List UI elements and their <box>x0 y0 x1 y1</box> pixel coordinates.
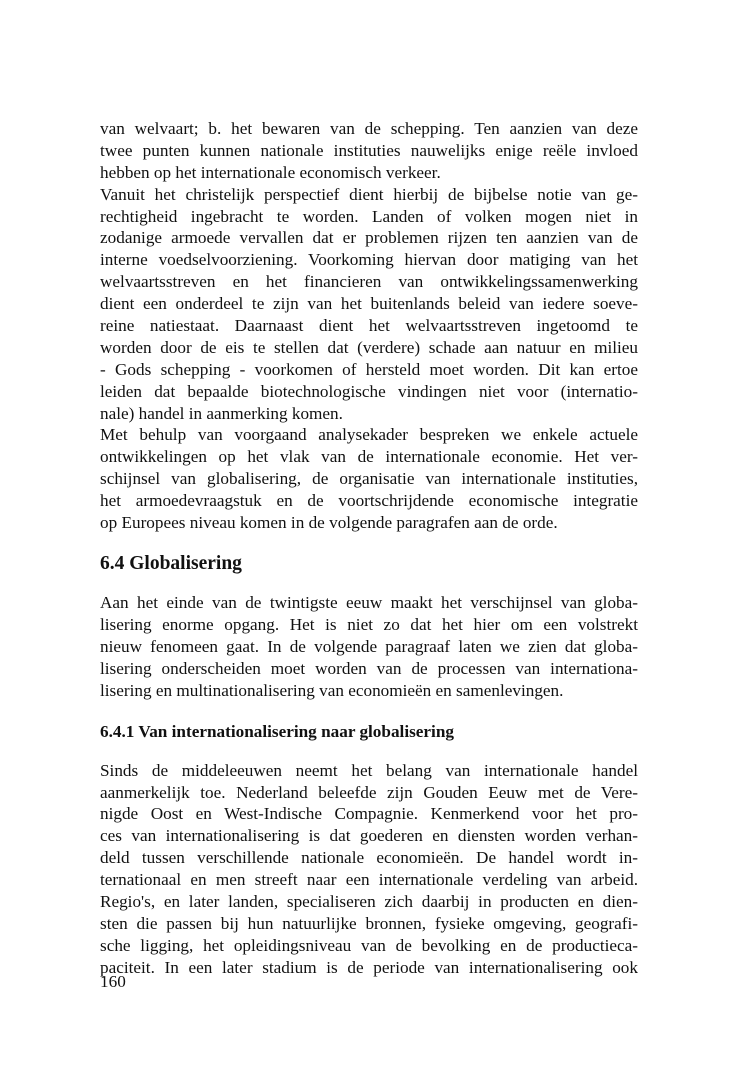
text-line: Met behulp van voorgaand analysekader bespreken we enkele actuele <box>100 425 638 445</box>
text-line: nieuw fenomeen gaat. In de volgende paragraaf laten we zien dat globa- <box>100 636 638 656</box>
text-line: worden door de eis te stellen dat (verdere) schade aan natuur en milieu <box>100 337 638 357</box>
text-line: twee punten kunnen nationale instituties nauwelijks enige reële invloed <box>100 140 638 160</box>
text-line: ontwikkelingen op het vlak van de internationale economie. Het ver- <box>100 447 638 467</box>
section-heading: 6.4 Globalisering <box>100 552 242 574</box>
text-line: dient een onderdeel te zijn van het buitenlands beleid van iedere soeve- <box>100 294 638 314</box>
text-line: lisering en multinationalisering van economieën en samenlevingen. <box>100 680 564 700</box>
text-line: - Gods schepping - voorkomen of hersteld moet worden. Dit kan ertoe <box>100 359 638 379</box>
text-line: hebben op het internationale economisch verkeer. <box>100 162 441 182</box>
page-number: 160 <box>100 972 126 991</box>
text-line: het armoedevraagstuk en de voortschrijdende economische integratie <box>100 491 638 511</box>
text-line: sche ligging, het opleidingsniveau van de bevolking en de productieca- <box>100 935 638 955</box>
subsection-heading: 6.4.1 Van internationalisering naar globalisering <box>100 721 454 741</box>
text-line: deld tussen verschillende nationale economieën. De handel wordt in- <box>100 848 638 868</box>
paragraph <box>100 760 638 979</box>
text-line: paciteit. In een later stadium is de periode van internationalisering ook <box>100 957 638 977</box>
text-line: Sinds de middeleeuwen neemt het belang van internationale handel <box>100 760 638 780</box>
paragraph <box>100 118 638 184</box>
text-line: lisering onderscheiden moet worden van de processen van internationa- <box>100 658 638 678</box>
text-line: van welvaart; b. het bewaren van de schepping. Ten aanzien van deze <box>100 119 638 138</box>
text-line: Aan het einde van de twintigste eeuw maakt het verschijnsel van globa- <box>100 593 638 613</box>
text-line: Vanuit het christelijk perspectief dient hierbij de bijbelse notie van ge- <box>100 184 638 204</box>
text-line: nale) handel in aanmerking komen. <box>100 403 343 423</box>
text-line: ternationaal en men streeft naar een internationale verdeling van arbeid. <box>100 870 638 890</box>
page-body <box>100 118 638 979</box>
text-line: interne voedselvoorziening. Voorkoming hiervan door matiging van het <box>100 250 638 270</box>
text-line: schijnsel van globalisering, de organisatie van internationale instituties, <box>100 469 638 489</box>
text-line: rechtigheid ingebracht te worden. Landen of volken mogen niet in <box>100 206 638 226</box>
text-line: op Europees niveau komen in de volgende paragrafen aan de orde. <box>100 513 558 533</box>
text-line: sten die passen bij hun natuurlijke bronnen, fysieke omgeving, geografi- <box>100 913 638 933</box>
text-line: lisering enorme opgang. Het is niet zo dat het hier om een volstrekt <box>100 614 638 634</box>
text-line: Regio's, en later landen, specialiseren zich daarbij in producten en dien- <box>100 891 638 911</box>
text-line: welvaartsstreven en het financieren van ontwikkelingssamenwerking <box>100 272 638 292</box>
text-line: ces van internationalisering is dat goederen en diensten worden verhan- <box>100 826 638 846</box>
text-line: zodanige armoede vervallen dat er problemen rijzen ten aanzien van de <box>100 228 638 248</box>
paragraph <box>100 424 638 533</box>
paragraph <box>100 592 638 701</box>
text-line: reine natiestaat. Daarnaast dient het welvaartsstreven ingetoomd te <box>100 316 638 336</box>
text-line: aanmerkelijk toe. Nederland beleefde zijn Gouden Eeuw met de Vere- <box>100 782 638 802</box>
text-line: nigde Oost en West-Indische Compagnie. Kenmerkend voor het pro- <box>100 804 638 824</box>
text-line: leiden dat bepaalde biotechnologische vindingen niet voor (internatio- <box>100 381 638 401</box>
paragraph <box>100 184 638 425</box>
